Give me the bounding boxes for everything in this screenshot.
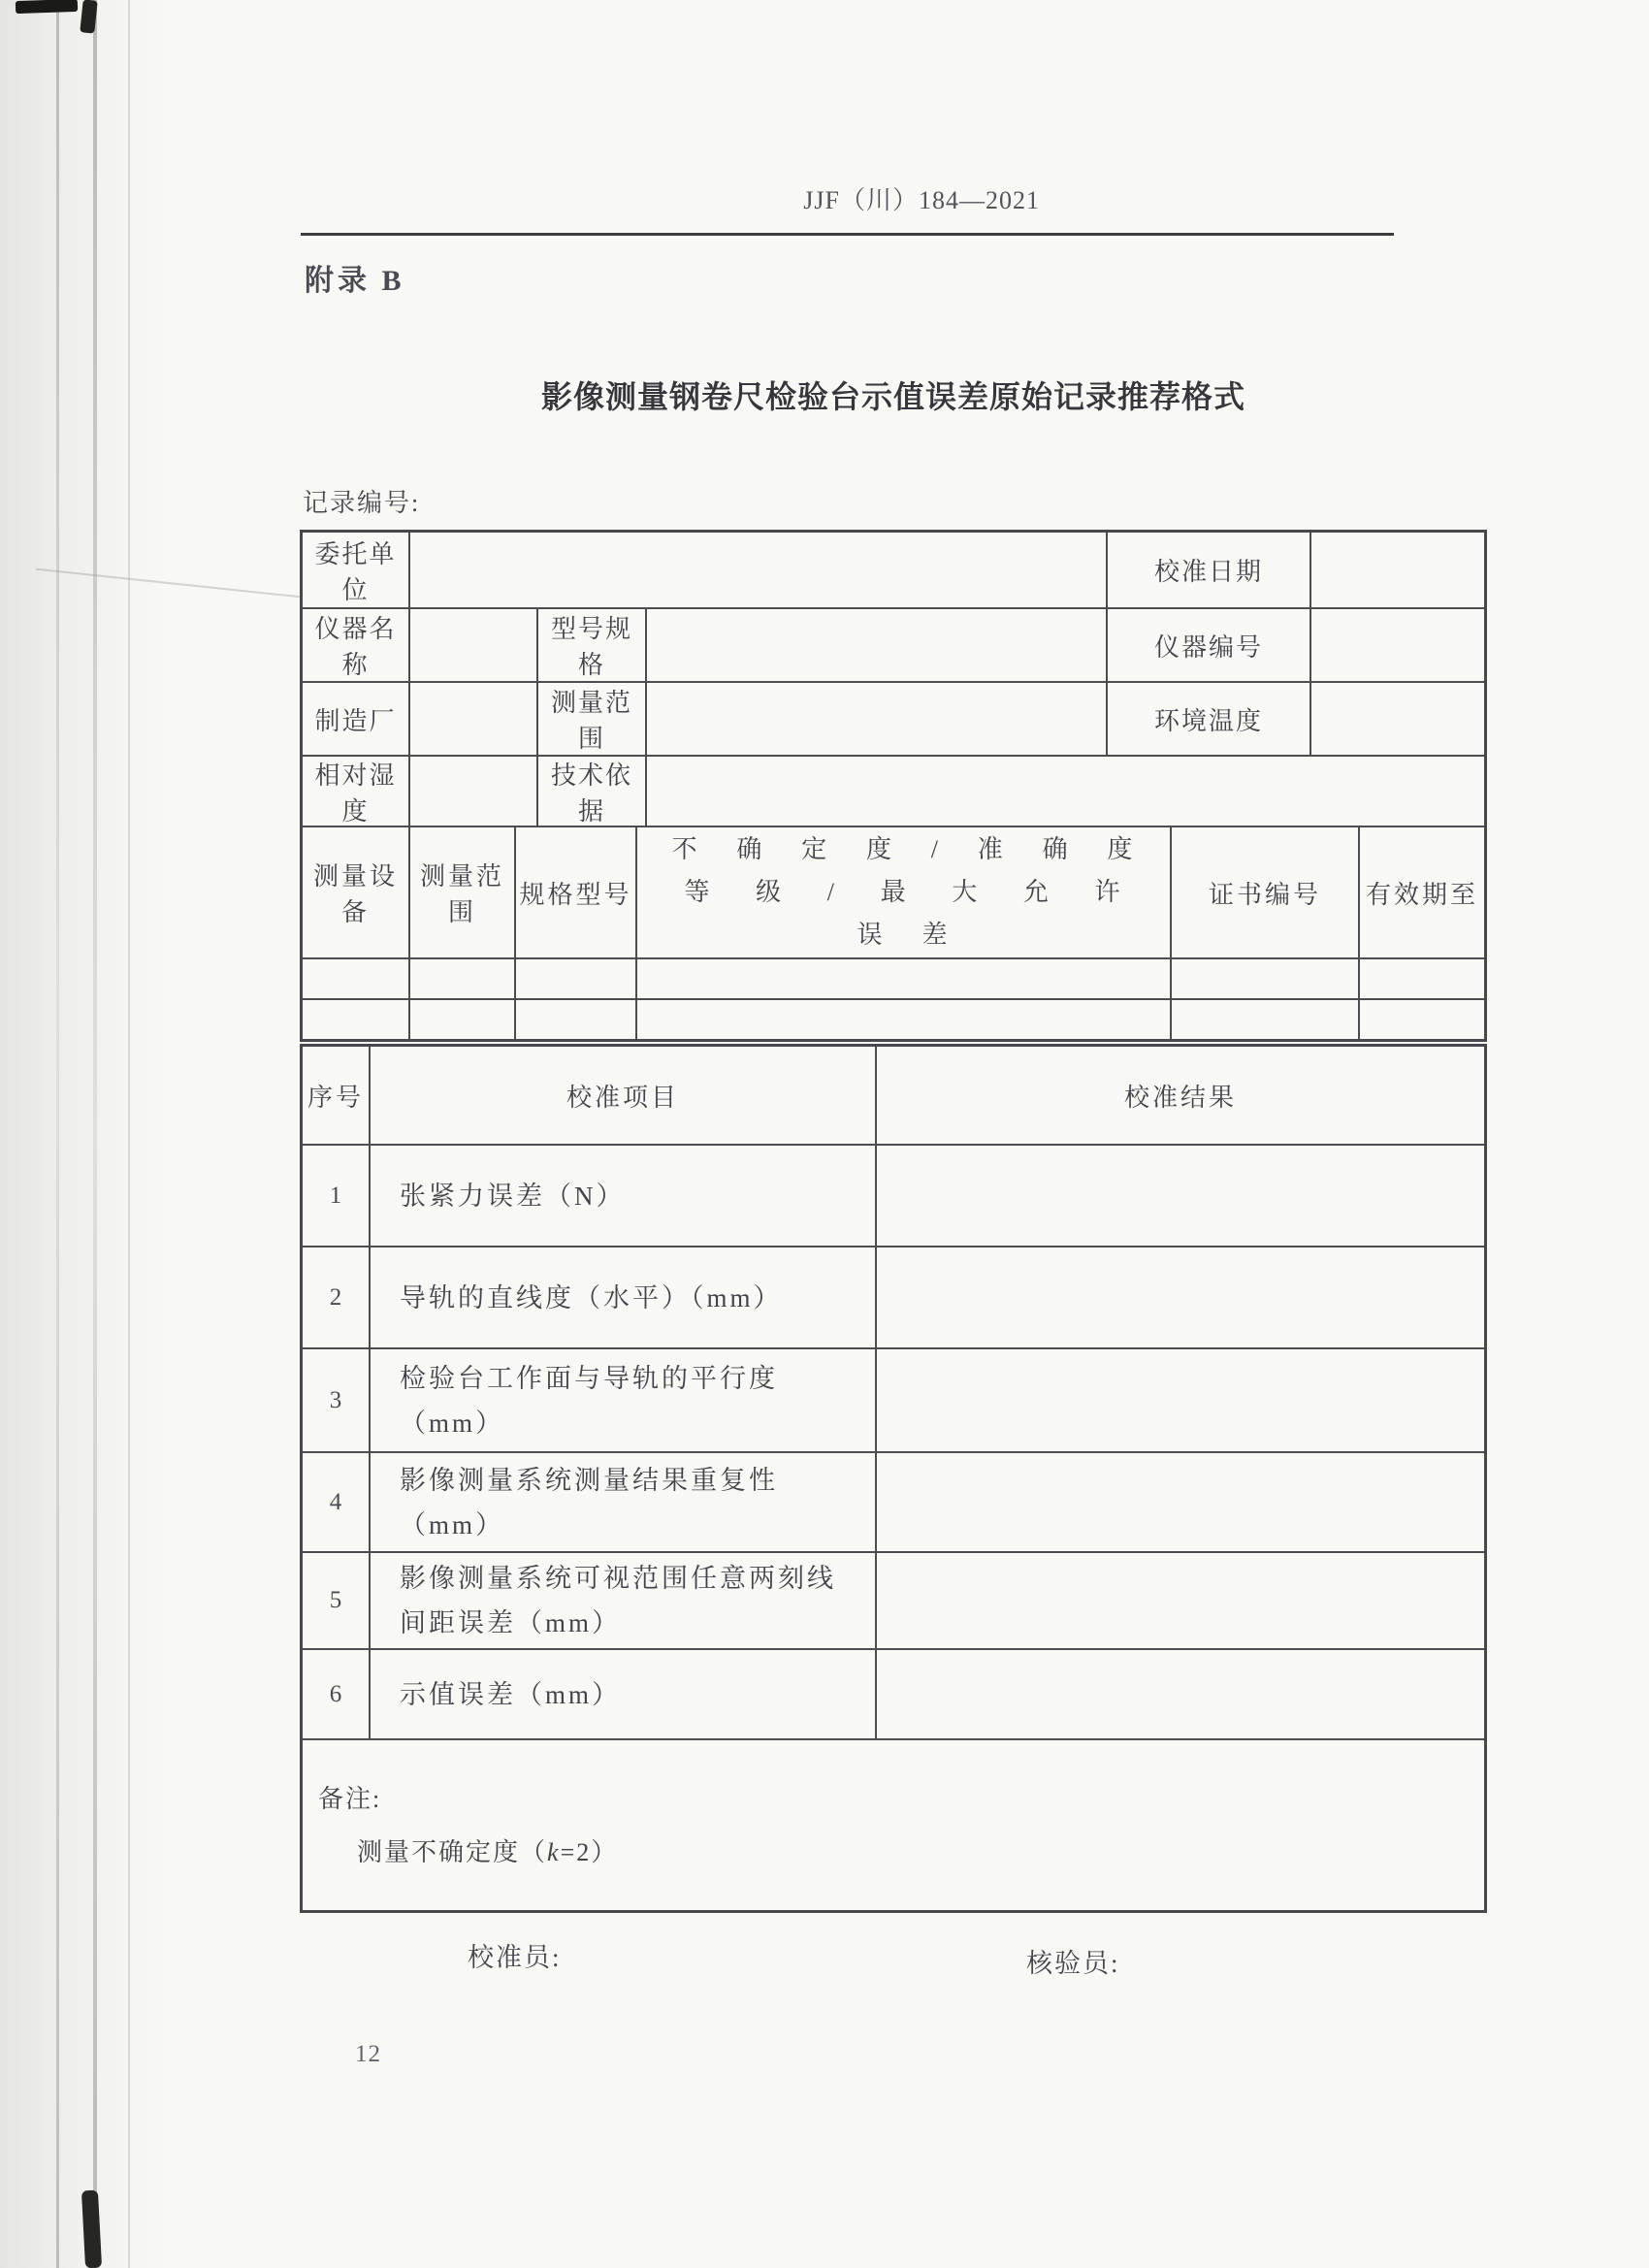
uncertainty-line-3: 误 差 <box>857 921 951 949</box>
item-row-label: 检验台工作面与导轨的平行度（mm） <box>371 1349 877 1453</box>
col-header-certificate-no: 证书编号 <box>1172 827 1360 959</box>
value-manufacturer <box>410 683 538 757</box>
label-technical-basis: 技术依据 <box>538 757 647 827</box>
label-instrument-name: 仪器名称 <box>303 609 410 683</box>
appendix-label: 附录 B <box>305 265 405 297</box>
document-title: 影像测量钢卷尺检验台示值误差原始记录推荐格式 <box>540 379 1245 414</box>
col-header-measuring-range: 测量范围 <box>410 827 516 959</box>
label-calibration-date: 校准日期 <box>1108 533 1311 609</box>
label-measuring-range: 测量范围 <box>538 683 647 757</box>
label-manufacturer: 制造厂 <box>303 683 410 757</box>
remarks-k-symbol: k <box>547 1838 561 1866</box>
calibrator-signature-label: 校准员: <box>468 1943 562 1972</box>
label-ambient-temperature: 环境温度 <box>1108 683 1311 757</box>
info-table <box>300 530 1487 1042</box>
item-row-result <box>877 1349 1484 1453</box>
equipment-empty-cell <box>303 959 410 1000</box>
equipment-empty-cell <box>1360 1000 1484 1039</box>
remarks-note-prefix: 测量不确定度（ <box>357 1838 548 1866</box>
col-header-valid-until: 有效期至 <box>1360 827 1484 959</box>
equipment-empty-cell <box>410 959 516 1000</box>
verifier-signature-label: 核验员: <box>1026 1949 1120 1978</box>
value-ambient-temperature <box>1311 683 1484 757</box>
page-fold-crease <box>128 0 130 2268</box>
value-client <box>410 533 1108 609</box>
record-number-label: 记录编号: <box>303 489 421 517</box>
header-rule <box>301 233 1394 236</box>
col-header-uncertainty <box>637 827 1172 959</box>
item-row-no: 3 <box>303 1349 371 1453</box>
value-measuring-range <box>647 683 1108 757</box>
value-relative-humidity <box>410 757 538 827</box>
col-header-measuring-device: 测量设备 <box>303 827 410 959</box>
col-header-calibration-item: 校准项目 <box>371 1047 877 1146</box>
item-row-result <box>877 1247 1484 1349</box>
col-header-calibration-result: 校准结果 <box>877 1047 1484 1146</box>
value-model-spec <box>647 609 1108 683</box>
item-row-no: 1 <box>303 1146 371 1247</box>
col-header-seq-no: 序号 <box>303 1047 371 1146</box>
page-number: 12 <box>355 2041 381 2067</box>
equipment-empty-cell <box>1172 1000 1360 1039</box>
item-row-label: 示值误差（mm） <box>371 1650 877 1740</box>
equipment-empty-cell <box>1172 959 1360 1000</box>
item-row-no: 5 <box>303 1553 371 1650</box>
item-row-label: 导轨的直线度（水平）（mm） <box>371 1247 877 1349</box>
label-model-spec: 型号规格 <box>538 609 647 683</box>
item-row-result <box>877 1453 1484 1553</box>
remarks-uncertainty-note <box>357 1832 618 1868</box>
scan-artifact-mark <box>16 0 78 14</box>
book-spine-shading <box>0 0 170 2268</box>
info-grid <box>303 533 1484 827</box>
item-row-result <box>877 1650 1484 1740</box>
equipment-empty-cell <box>303 1000 410 1039</box>
equipment-empty-cell <box>637 1000 1172 1039</box>
label-client: 委托单位 <box>303 533 410 609</box>
equipment-empty-cell <box>410 1000 516 1039</box>
label-instrument-no: 仪器编号 <box>1108 609 1311 683</box>
item-row-no: 4 <box>303 1453 371 1553</box>
item-row-label: 影像测量系统可视范围任意两刻线间距误差（mm） <box>371 1553 877 1650</box>
equipment-empty-cell <box>516 1000 637 1039</box>
col-header-spec-model: 规格型号 <box>516 827 637 959</box>
remarks-note-suffix: =2） <box>560 1838 619 1866</box>
standard-code: JJF（川）184—2021 <box>803 186 1040 214</box>
calibration-items-table <box>300 1044 1487 1913</box>
value-instrument-no <box>1311 609 1484 683</box>
item-row-no: 2 <box>303 1247 371 1349</box>
value-calibration-date <box>1311 533 1484 609</box>
item-row-label: 张紧力误差（N） <box>371 1146 877 1247</box>
page-fold-crease <box>56 0 59 2268</box>
label-relative-humidity: 相对湿度 <box>303 757 410 827</box>
item-row-no: 6 <box>303 1650 371 1740</box>
value-instrument-name <box>410 609 538 683</box>
value-technical-basis <box>647 757 1484 827</box>
item-row-label: 影像测量系统测量结果重复性（mm） <box>371 1453 877 1553</box>
remarks-label: 备注: <box>318 1785 382 1813</box>
equipment-empty-cell <box>516 959 637 1000</box>
equipment-empty-cell <box>1360 959 1484 1000</box>
remarks-cell <box>303 1740 1484 1910</box>
page-fold-crease <box>93 0 97 2268</box>
uncertainty-line-2: 等 级 / 最 大 允 许 <box>684 878 1123 906</box>
uncertainty-line-1: 不 确 定 度 / 准 确 度 <box>671 835 1136 863</box>
items-grid <box>303 1047 1484 1910</box>
item-row-result <box>877 1146 1484 1247</box>
equipment-grid <box>303 827 1484 1039</box>
item-row-result <box>877 1553 1484 1650</box>
equipment-empty-cell <box>637 959 1172 1000</box>
